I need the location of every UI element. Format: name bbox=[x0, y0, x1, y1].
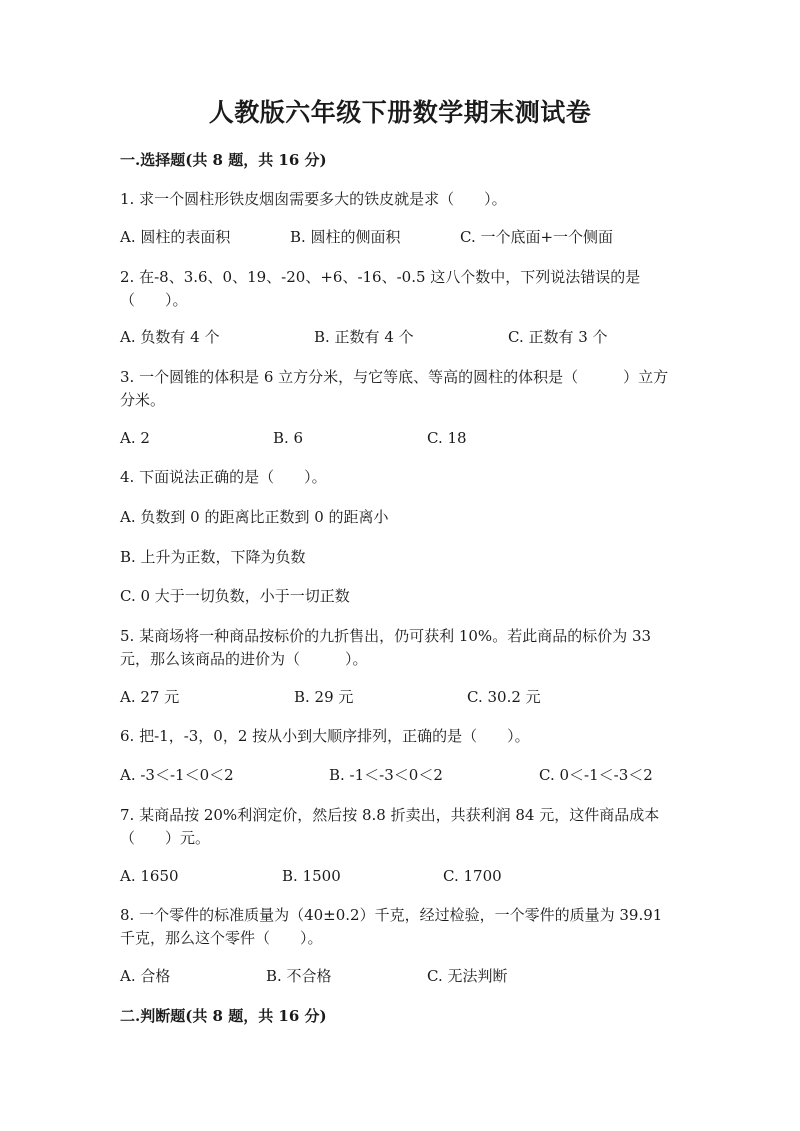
question-5-option-c: C. 30.2 元 bbox=[467, 688, 541, 706]
question-8-option-c: C. 无法判断 bbox=[427, 967, 508, 985]
question-8-option-b: B. 不合格 bbox=[266, 967, 332, 985]
question-3: 3. 一个圆锥的体积是 6 立方分米，与它等底、等高的圆柱的体积是（ ）立方分米。 bbox=[120, 368, 669, 409]
question-7-options bbox=[120, 865, 680, 888]
question-2: 2. 在-8、3.6、0、19、-20、+6、-16、-0.5 这八个数中，下列说法错误的是（ ）。 bbox=[120, 268, 641, 309]
question-4: 4. 下面说法正确的是（ ）。 bbox=[120, 468, 327, 486]
question-7: 7. 某商品按 20%利润定价，然后按 8.8 折卖出，共获利润 84 元，这件商品成本（ ）元。 bbox=[120, 806, 660, 847]
question-4-option-c: C. 0 大于一切负数，小于一切正数 bbox=[120, 587, 350, 605]
question-3-option-a: A. 2 bbox=[120, 429, 150, 447]
question-1-options bbox=[120, 226, 680, 249]
question-7-option-a: A. 1650 bbox=[120, 867, 179, 885]
question-2-option-a: A. 负数有 4 个 bbox=[120, 328, 220, 346]
question-5: 5. 某商场将一种商品按标价的九折售出，仍可获利 10%。若此商品的标价为 33 元，那么该商品的进价为（ ）。 bbox=[120, 627, 652, 668]
question-2-option-b: B. 正数有 4 个 bbox=[314, 328, 414, 346]
question-1-option-b: B. 圆柱的侧面积 bbox=[290, 228, 401, 246]
question-6-option-c: C. 0＜-1＜-3＜2 bbox=[539, 766, 653, 784]
question-6: 6. 把-1，-3，0，2 按从小到大顺序排列，正确的是（ ）。 bbox=[120, 727, 530, 745]
question-3-option-b: B. 6 bbox=[273, 429, 304, 447]
question-8: 8. 一个零件的标准质量为（40±0.2）千克，经过检验，一个零件的质量为 39.91 千克，那么这个零件（ ）。 bbox=[120, 906, 663, 947]
question-7-option-c: C. 1700 bbox=[443, 867, 502, 885]
page-title: 人教版六年级下册数学期末测试卷 bbox=[208, 98, 592, 127]
question-4-option-b: B. 上升为正数，下降为负数 bbox=[120, 548, 306, 566]
question-4-option-a: A. 负数到 0 的距离比正数到 0 的距离小 bbox=[120, 508, 389, 526]
question-8-options bbox=[120, 965, 680, 988]
question-5-option-a: A. 27 元 bbox=[120, 688, 180, 706]
question-3-option-c: C. 18 bbox=[427, 429, 467, 447]
question-3-options bbox=[120, 427, 680, 450]
question-5-option-b: B. 29 元 bbox=[294, 688, 354, 706]
question-6-option-b: B. -1＜-3＜0＜2 bbox=[329, 766, 443, 784]
section-heading-choice: 一.选择题(共 8 题，共 16 分) bbox=[120, 151, 327, 169]
question-6-option-a: A. -3＜-1＜0＜2 bbox=[120, 766, 234, 784]
question-6-options bbox=[120, 764, 680, 787]
question-7-option-b: B. 1500 bbox=[282, 867, 341, 885]
question-2-options bbox=[120, 326, 680, 349]
question-2-option-c: C. 正数有 3 个 bbox=[508, 328, 608, 346]
question-1-option-c: C. 一个底面+一个侧面 bbox=[460, 228, 614, 246]
question-1-option-a: A. 圆柱的表面积 bbox=[120, 228, 231, 246]
section-heading-judgment: 二.判断题(共 8 题，共 16 分) bbox=[120, 1007, 327, 1025]
question-1: 1. 求一个圆柱形铁皮烟囱需要多大的铁皮就是求（ ）。 bbox=[120, 190, 507, 208]
question-5-options bbox=[120, 686, 680, 709]
question-8-option-a: A. 合格 bbox=[120, 967, 171, 985]
